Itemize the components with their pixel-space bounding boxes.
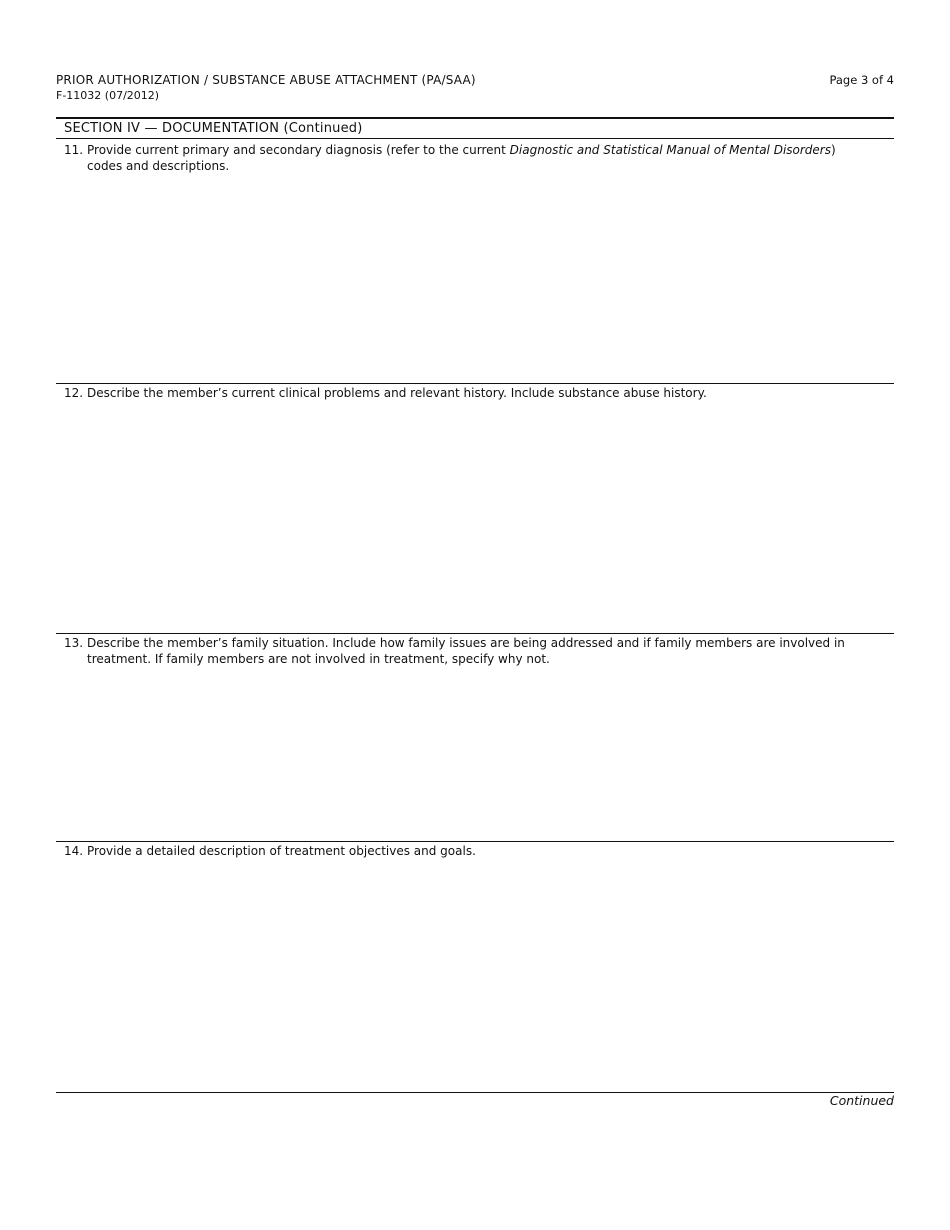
dsm-title: Diagnostic and Statistical Manual of Mental Disorders [509,143,831,157]
item-number: 11. [64,143,84,157]
item-13 [64,635,874,667]
item-text [64,142,874,174]
item-11 [64,142,874,174]
form-title: PRIOR AUTHORIZATION / SUBSTANCE ABUSE ATTACHMENT (PA/SAA) [56,73,476,87]
item-number: 14. [64,844,84,858]
continued-label: Continued [829,1093,894,1108]
item-text: Provide a detailed description of treatment objectives and goals. [87,844,476,858]
item-text-part: Provide current primary and secondary diagnosis (refer to the current [87,143,510,157]
item-14 [64,843,874,859]
item-number: 12. [64,386,84,400]
section-top-rule [56,117,894,119]
item-text: Describe the member’s family situation. Include how family issues are being addressed and if family members are involved in treatment. If family members are not involved in treatment, specify why not. [87,636,845,666]
item-12-answer-bottom-rule [56,633,894,634]
item-11-answer-bottom-rule [56,383,894,384]
item-12 [64,385,874,401]
item-13-answer-bottom-rule [56,841,894,842]
form-number: F-11032 (07/2012) [56,89,160,102]
page-indicator: Page 3 of 4 [829,73,894,87]
item-text-part: ) codes and descriptions. [87,143,836,173]
item-number: 13. [64,636,84,650]
section-title: SECTION IV — DOCUMENTATION (Continued) [64,121,363,136]
item-14-answer-bottom-rule [56,1092,894,1093]
section-header-rule [56,138,894,139]
item-text: Describe the member’s current clinical problems and relevant history. Include substance abuse history. [87,386,707,400]
